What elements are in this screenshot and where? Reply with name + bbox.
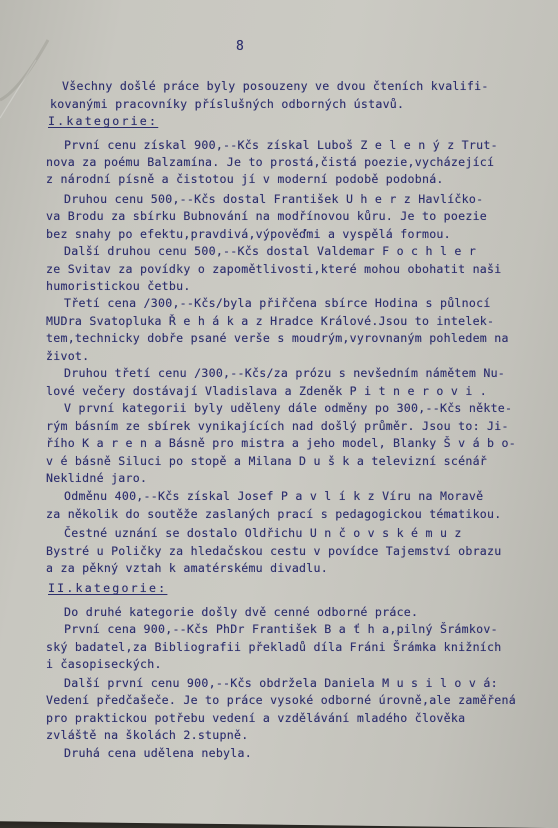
text-line: za několik do soutěže zaslaných prací s pedagogickou tématikou.: [46, 507, 502, 521]
section-heading: I.kategorie:: [48, 114, 159, 128]
text-line: bez snahy po efektu,pravdivá,výpověďmi a vyspělá formou.: [46, 227, 451, 241]
text-line: Vedení předčašeče. Je to práce vysoké odborné úrovně,ale zaměřená: [46, 693, 516, 707]
text-line: kovanými pracovníky příslušných odborných ústavů.: [50, 97, 405, 111]
text-line: V první kategorii byly uděleny dále odměny po 300,--Kčs někte-: [64, 401, 513, 415]
text-line: První cena 900,--Kčs PhDr František B a ť h a,pilný Šrámkov-: [64, 622, 498, 636]
text-line: Druhou třetí cenu /300,--Kčs/za prózu s nevšedním námětem Nu-: [64, 366, 506, 380]
text-line: Do druhé kategorie došly dvě cenné odborné práce.: [64, 605, 419, 619]
page-number: 8: [236, 39, 245, 54]
text-line: Další druhou cenu 500,--Kčs dostal Valdemar F o c h l e r: [64, 244, 477, 258]
text-line: řího K a r e n a Básně pro mistra a jeho model, Blanky Š v á b o-: [46, 436, 516, 450]
text-line: i časopiseckých.: [46, 657, 162, 671]
text-line: život.: [46, 349, 90, 363]
text-line: Další první cenu 900,--Kčs obdržela Daniela M u s i l o v á:: [64, 676, 498, 690]
text-line: ský badatel,za Bibliografii překladů díla Fráni Šrámka knižních: [46, 640, 502, 654]
text-line: Všechny došlé práce byly posouzeny ve dvou čteních kvalifi-: [62, 79, 489, 93]
text-line: va Brodu za sbírku Bubnování na modřínovou kůru. Je to poezie: [46, 209, 488, 223]
text-line: Druhou cenu 500,--Kčs dostal František U h e r z Havlíčko-: [64, 192, 484, 206]
text-line: Neklidné jaro.: [46, 471, 148, 485]
text-line: Druhá cena udělena nebyla.: [64, 746, 252, 760]
text-line: Odměnu 400,--Kčs získal Josef P a v l í k z Víru na Moravě: [64, 489, 484, 503]
section-heading: II.kategorie:: [48, 581, 168, 595]
text-line: rým básním ze sbírek vynikajících nad došlý průměr. Jsou to: Ji-: [46, 419, 509, 433]
text-line: lové večery dostávají Vladislava a Zdeněk P i t n e r o v i .: [46, 384, 488, 398]
text-line: pro praktickou potřebu vedení a vzdělávání mladého člověka: [46, 711, 466, 725]
text-line: v é básně Siluci po stopě a Milana D u š k a televizní scénář: [46, 454, 488, 468]
text-line: První cenu získal 900,--Kčs získal Luboš Z e l e n ý z Trut-: [64, 138, 498, 152]
text-line: Bystré u Poličky za hledačskou cestu v povídce Tajemství obrazu: [46, 544, 502, 558]
text-line: Čestné uznání se dostalo Oldřichu U n č o v s k é m u z: [64, 526, 462, 540]
text-line: humoristickou četbu.: [46, 279, 191, 293]
text-line: tem,technicky dobře psané verše s moudrým,vyrovnaným pohledem na: [46, 331, 509, 345]
text-line: nova za poému Balzamína. Je to prostá,čistá poezie,vycházející: [46, 155, 495, 169]
text-line: a za pěkný vztah k amatérskému divadlu.: [46, 561, 328, 575]
text-line: ze Svitav za povídky o zapomětlivosti,které mohou obohatit naši: [46, 262, 502, 276]
text-line: Třetí cena /300,--Kčs/byla přiřčena sbírce Hodina s půlnocí: [64, 296, 491, 310]
text-line: zvláště na školách 2.stupně.: [46, 728, 249, 742]
text-line: z národní písně a čistotou jí v moderní podobě podobná.: [46, 172, 444, 186]
text-line: MUDra Svatopluka Ř e h á k a z Hradce Králové.Jsou to intelek-: [46, 314, 495, 328]
